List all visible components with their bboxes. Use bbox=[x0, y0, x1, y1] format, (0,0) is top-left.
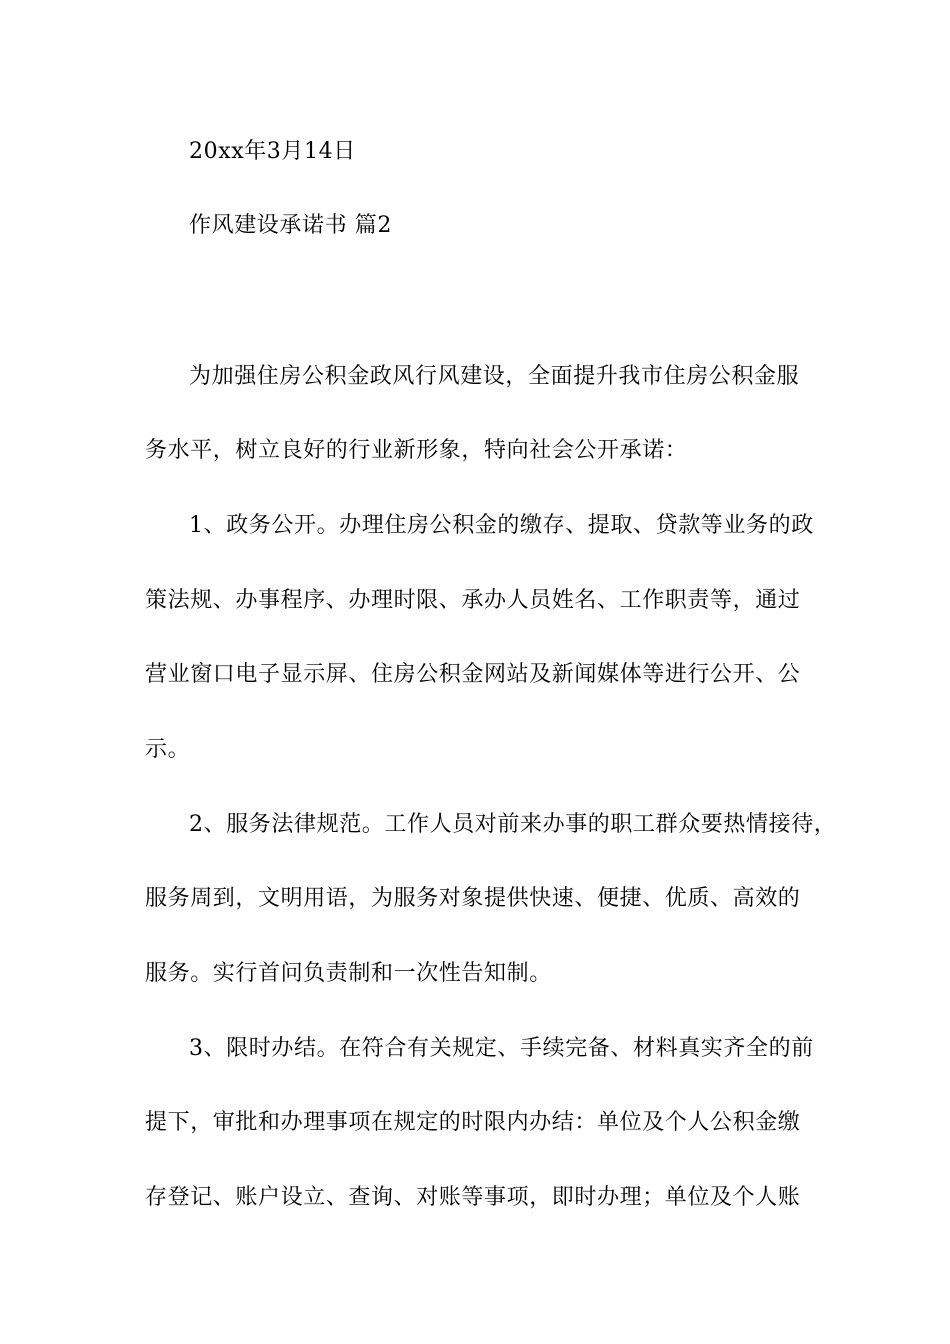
paragraph-line: 3、限时办结。在符合有关规定、手续完备、材料真实齐全的前 bbox=[189, 1036, 814, 1061]
date-line: 20xx年3月14日 bbox=[189, 139, 356, 164]
paragraph-line: 服务周到，文明用语，为服务对象提供快速、便捷、优质、高效的 bbox=[145, 886, 801, 911]
paragraph-line: 提下，审批和办理事项在规定的时限内办结：单位及个人公积金缴 bbox=[145, 1110, 801, 1135]
paragraph-line: 策法规、办事程序、办理时限、承办人员姓名、工作职责等，通过 bbox=[145, 588, 801, 613]
paragraph-line: 营业窗口电子显示屏、住房公积金网站及新闻媒体等进行公开、公 bbox=[145, 662, 801, 687]
paragraph-line: 服务。实行首问负责制和一次性告知制。 bbox=[145, 961, 552, 986]
paragraph-line: 务水平，树立良好的行业新形象，特向社会公开承诺： bbox=[145, 438, 688, 463]
paragraph-line: 示。 bbox=[145, 737, 191, 762]
section-heading: 作风建设承诺书 篇2 bbox=[189, 213, 392, 238]
paragraph-line: 为加强住房公积金政风行风建设，全面提升我市住房公积金服 bbox=[189, 364, 800, 389]
paragraph-line: 2、服务法律规范。工作人员对前来办事的职工群众要热情接待， bbox=[189, 812, 837, 837]
paragraph-line: 1、政务公开。办理住房公积金的缴存、提取、贷款等业务的政 bbox=[189, 513, 814, 538]
paragraph-line: 存登记、账户设立、查询、对账等事项，即时办理；单位及个人账 bbox=[145, 1185, 801, 1210]
